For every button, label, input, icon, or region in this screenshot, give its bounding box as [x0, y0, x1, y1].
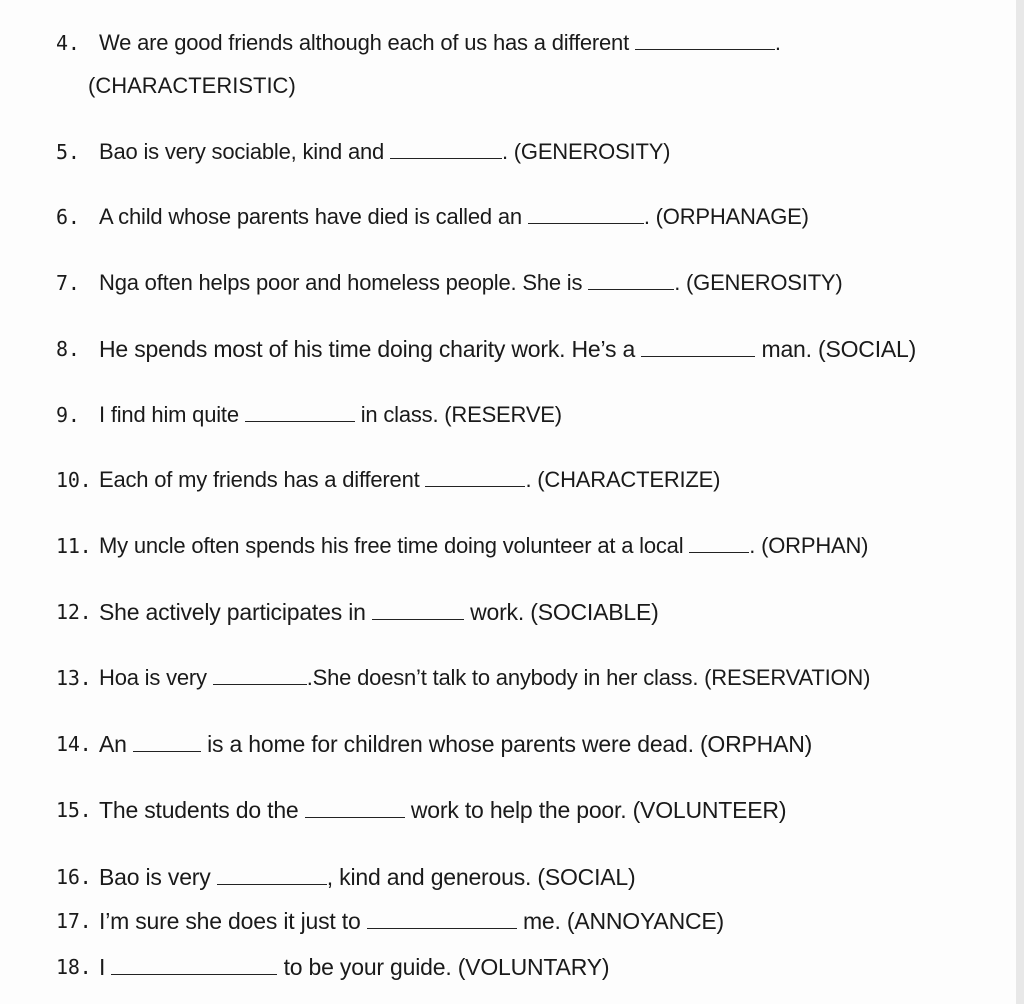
question-number: 18.: [56, 955, 92, 979]
question-suffix: work to help the poor. (VOLUNTEER): [404, 797, 787, 823]
question-number: 15.: [56, 798, 92, 822]
question-text: [99, 664, 870, 692]
answer-blank[interactable]: [245, 403, 355, 422]
question-number: 11.: [56, 534, 92, 558]
question-4-hint: (CHARACTERISTIC): [88, 73, 296, 98]
answer-blank[interactable]: [425, 468, 525, 487]
question-prefix: I’m sure she does it just to: [99, 908, 367, 934]
question-prefix: He spends most of his time doing charity work. He’s a: [99, 336, 642, 362]
question-suffix: . (ORPHANAGE): [643, 204, 809, 229]
question-suffix: work. (SOCIABLE): [463, 599, 659, 625]
question-text: [99, 532, 868, 560]
answer-blank[interactable]: [390, 140, 502, 159]
question-text: [99, 466, 720, 494]
question-number: 12.: [56, 600, 92, 624]
question-suffix: , kind and generous. (SOCIAL): [326, 864, 636, 890]
question-number: 13.: [56, 666, 92, 690]
answer-blank[interactable]: [213, 666, 307, 685]
question-suffix: is a home for children whose parents were dead. (ORPHAN): [200, 731, 813, 757]
question-text: [99, 138, 670, 166]
question-prefix: I find him quite: [99, 402, 245, 427]
question-number: 4.: [56, 31, 80, 55]
answer-blank[interactable]: [528, 205, 644, 224]
answer-blank[interactable]: [367, 910, 517, 929]
question-suffix: man. (SOCIAL): [755, 336, 917, 362]
question-number: 8.: [56, 337, 80, 361]
answer-blank[interactable]: [641, 338, 755, 357]
question-text: [99, 907, 724, 935]
question-text: [99, 269, 843, 297]
question-prefix: A child whose parents have died is called an: [99, 204, 528, 229]
question-prefix: Each of my friends has a different: [99, 467, 426, 492]
question-suffix: me. (ANNOYANCE): [516, 908, 724, 934]
answer-blank[interactable]: [111, 956, 277, 975]
question-number: 5.: [56, 140, 80, 164]
page-edge-divider: [1016, 0, 1024, 1004]
question-number: 7.: [56, 271, 80, 295]
question-text: [99, 863, 635, 891]
answer-blank[interactable]: [305, 799, 405, 818]
question-suffix: . (CHARACTERIZE): [525, 467, 721, 492]
question-prefix: Nga often helps poor and homeless people. She is: [99, 270, 589, 295]
question-text: [99, 730, 812, 758]
answer-blank[interactable]: [217, 866, 327, 885]
question-prefix: Bao is very: [99, 864, 217, 890]
question-text: [99, 401, 562, 429]
question-prefix: Bao is very sociable, kind and: [99, 139, 390, 164]
answer-blank[interactable]: [689, 534, 749, 553]
question-prefix: I: [99, 954, 112, 980]
question-number: 14.: [56, 732, 92, 756]
answer-blank[interactable]: [372, 601, 464, 620]
question-suffix: in class. (RESERVE): [354, 402, 562, 427]
question-number: 10.: [56, 468, 92, 492]
question-text: [99, 796, 786, 824]
question-text: [99, 335, 916, 363]
question-suffix: . (GENEROSITY): [674, 270, 843, 295]
question-prefix: The students do the: [99, 797, 305, 823]
question-text: [99, 29, 781, 57]
question-number: 9.: [56, 403, 80, 427]
question-prefix: My uncle often spends his free time doing volunteer at a local: [99, 533, 690, 558]
question-number: 17.: [56, 909, 92, 933]
question-number: 6.: [56, 205, 80, 229]
answer-blank[interactable]: [635, 31, 775, 50]
question-text: [99, 203, 809, 231]
question-suffix: to be your guide. (VOLUNTARY): [277, 954, 610, 980]
question-suffix: . (ORPHAN): [749, 533, 869, 558]
question-prefix: An: [99, 731, 133, 757]
question-prefix: We are good friends although each of us has a different: [99, 30, 635, 55]
answer-blank[interactable]: [588, 271, 674, 290]
question-suffix: . (GENEROSITY): [501, 139, 671, 164]
question-suffix: .: [774, 30, 781, 55]
question-number: 16.: [56, 865, 92, 889]
answer-blank[interactable]: [133, 733, 201, 752]
question-prefix: She actively participates in: [99, 599, 372, 625]
question-text: [99, 598, 659, 626]
question-text: [99, 953, 609, 981]
question-prefix: Hoa is very: [99, 665, 213, 690]
question-suffix: .She doesn’t talk to anybody in her class. (RESERVATION): [306, 665, 871, 690]
